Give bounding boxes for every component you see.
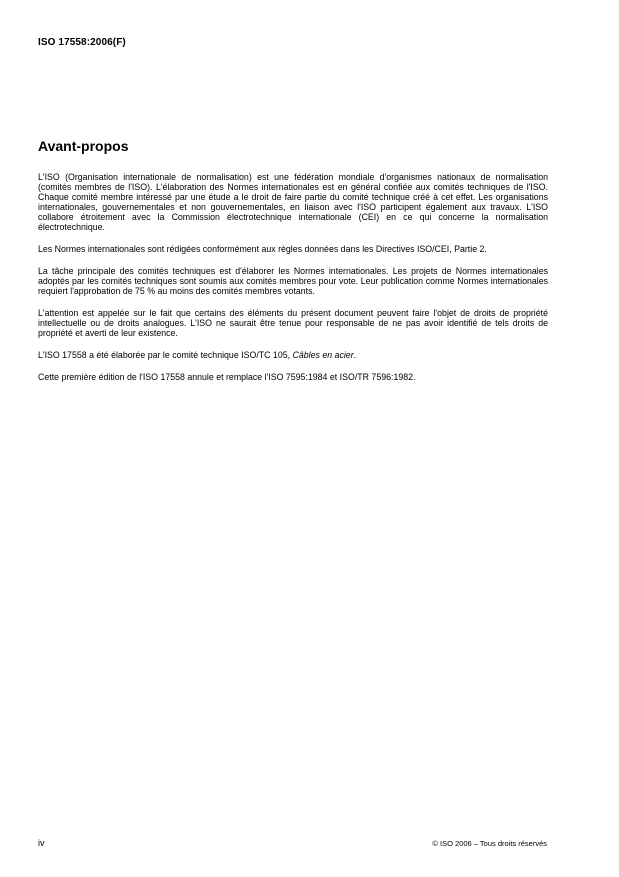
paragraph-directives: Les Normes internationales sont rédigées conformément aux règles données dans les Directives ISO/CEI, Partie 2.: [38, 244, 487, 254]
page-number: iv: [38, 838, 45, 848]
committee-title: Câbles en acier: [292, 350, 354, 360]
prepared-by-text: L'ISO 17558 a été élaborée par le comité technique ISO/TC 105,: [38, 350, 293, 360]
prepared-by-end: .: [353, 350, 357, 360]
paragraph-technical-committees: La tâche principale des comités techniques est d'élaborer les Normes internationales. Les projets de Normes internationales adoptés par les comités techniques sont soumis aux comités membres pour vote. Leur publication comme Normes internationales requiert l'approbation de 75 % au moins des comités membres votants.: [38, 266, 548, 296]
copyright-notice: © ISO 2006 – Tous droits réservés: [432, 839, 547, 848]
paragraph-patent-rights: L'attention est appelée sur le fait que certains des éléments du présent document peuvent faire l'objet de droits de propriété intellectuelle ou de droits analogues. L'ISO ne saurait être tenue pour responsable de ne pas avoir identifié de tels droits de propriété et averti de leur existence.: [38, 308, 548, 338]
document-id: ISO 17558:2006(F): [38, 37, 126, 48]
paragraph-iso-organisation: L'ISO (Organisation internationale de normalisation) est une fédération mondiale d'organismes nationaux de normalisation (comités membres de l'ISO). L'élaboration des Normes internationales est en général confiée aux comités techniques de l'ISO. Chaque comité membre intéressé par une étude a le droit de faire partie du comité technique créé à cet effet. Les organisations internationales, gouvernementales et non gouvernementales, en liaison avec l'ISO participent également aux travaux. L'ISO collabore étroitement avec la Commission électrotechnique internationale (CEI) en ce qui concerne la normalisation électrotechnique.: [38, 172, 548, 232]
section-title: Avant-propos: [38, 138, 129, 154]
foreword-body: [38, 172, 548, 394]
paragraph-edition: Cette première édition de l'ISO 17558 annule et remplace l'ISO 7595:1984 et ISO/TR 7596:1982.: [38, 372, 416, 382]
paragraph-prepared-by: [38, 350, 548, 360]
